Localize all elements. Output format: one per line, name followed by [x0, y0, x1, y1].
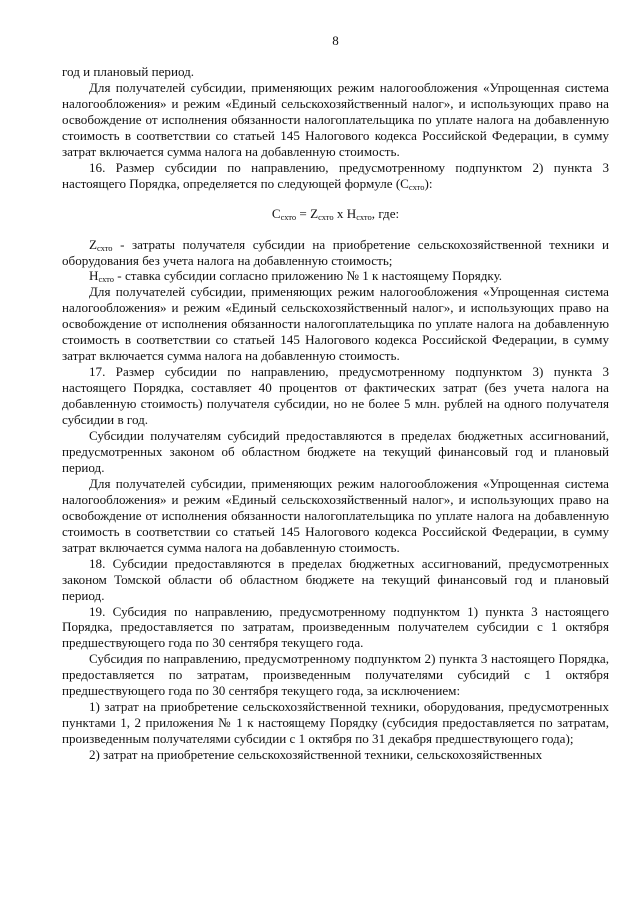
item-16-end: ):	[424, 175, 433, 191]
definition-h	[62, 268, 609, 284]
formula-mult: х H	[333, 205, 357, 221]
paragraph-item-16	[62, 160, 609, 192]
document-body	[62, 64, 609, 763]
paragraph-exception-1: 1) затрат на приобретение сельскохозяйственной техники, оборудования, предусмотренных пунктами 1, 2 приложения № 1 к настоящему Порядку (субсидия предоставляется по затратам, произведенным получателями субсидии с 1 октября по 31 декабря предшествующего года);	[62, 699, 609, 747]
definition-z-sub: схто	[97, 242, 113, 253]
definition-z-text: - затраты получателя субсидии на приобретение сельскохозяйственной техники и оборудования без учета налога на добавленную стоимость;	[62, 236, 609, 268]
formula-z-sub: схто	[318, 211, 334, 222]
item-16-subscript: схто	[408, 181, 425, 192]
formula-c-sub: схто	[280, 211, 297, 222]
definition-z-symbol: Z	[89, 236, 97, 252]
paragraph-subsidy-direction-2: Субсидия по направлению, предусмотренному подпунктом 2) пункта 3 настоящего Порядка, предоставляется по затратам, произведенным получателями субсидий с 1 октября предшествующего года по 30 сентября текущего года, за исключением:	[62, 651, 609, 699]
paragraph-tax-note-1: Для получателей субсидии, применяющих режим налогообложения «Упрощенная система налогообложения» и режим «Единый сельскохозяйственный налог», и использующих право на освобождение от исполнения обязанности налогоплательщика по уплате налога на добавленную стоимость в соответствии со статьей 145 Налогового кодекса Российской Федерации, в сумму затрат включается сумма налога на добавленную стоимость.	[62, 79, 609, 159]
definition-h-text: - ставка субсидии согласно приложению № 1 к настоящему Порядку.	[114, 268, 503, 284]
formula-eq: = Z	[296, 205, 319, 221]
paragraph-tax-note-2: Для получателей субсидии, применяющих режим налогообложения «Упрощенная система налогообложения» и режим «Единый сельскохозяйственный налог», и использующих право на освобождение от исполнения обязанности налогоплательщика по уплате налога на добавленную стоимость в соответствии со статьей 145 Налогового кодекса Российской Федерации, в сумму затрат включается сумма налога на добавленную стоимость.	[62, 284, 609, 364]
definition-h-sub: схто	[98, 274, 115, 285]
page-number: 8	[332, 33, 339, 48]
paragraph-item-18: 18. Субсидии предоставляются в пределах бюджетных ассигнований, предусмотренных законом Томской области об областном бюджете на текущий финансовый год и плановый период.	[62, 555, 609, 603]
formula-h-sub: схто	[356, 211, 372, 222]
paragraph-item-17: 17. Размер субсидии по направлению, предусмотренному подпунктом 3) пункта 3 настоящего Порядка, составляет 40 процентов от фактических затрат (без учета налога на добавленную стоимость) получателя субсидии, но не более 5 млн. рублей на одного получателя субсидии в год.	[62, 364, 609, 428]
item-16-text: 16. Размер субсидии по направлению, предусмотренному подпунктом 2) пункта 3 настоящего Порядка, определяется по следующей формуле (C	[62, 159, 609, 191]
definition-h-symbol: H	[89, 268, 99, 284]
paragraph-budget-limits: Субсидии получателям субсидий предоставляются в пределах бюджетных ассигнований, предусмотренных законом об областном бюджете на текущий финансовый год и плановый период.	[62, 428, 609, 475]
paragraph-continuation: год и плановый период.	[62, 64, 195, 79]
paragraph-tax-note-3: Для получателей субсидии, применяющих режим налогообложения «Упрощенная система налогообложения» и режим «Единый сельскохозяйственный налог», и использующих право на освобождение от исполнения обязанности налогоплательщика по уплате налога на добавленную стоимость в соответствии со статьей 145 Налогового кодекса Российской Федерации, в сумму затрат включается сумма налога на добавленную стоимость.	[62, 475, 609, 555]
formula	[62, 206, 609, 222]
definition-z	[62, 237, 609, 269]
paragraph-exception-2: 2) затрат на приобретение сельскохозяйственной техники, сельскохозяйственных	[89, 747, 543, 763]
paragraph-item-19: 19. Субсидия по направлению, предусмотренному подпунктом 1) пункта 3 настоящего Порядка, предоставляется по затратам, произведенным получателем субсидии с 1 октября предшествующего года по 30 сентября текущего года.	[62, 603, 609, 651]
formula-tail: , где:	[371, 205, 400, 221]
formula-c: C	[271, 205, 281, 221]
